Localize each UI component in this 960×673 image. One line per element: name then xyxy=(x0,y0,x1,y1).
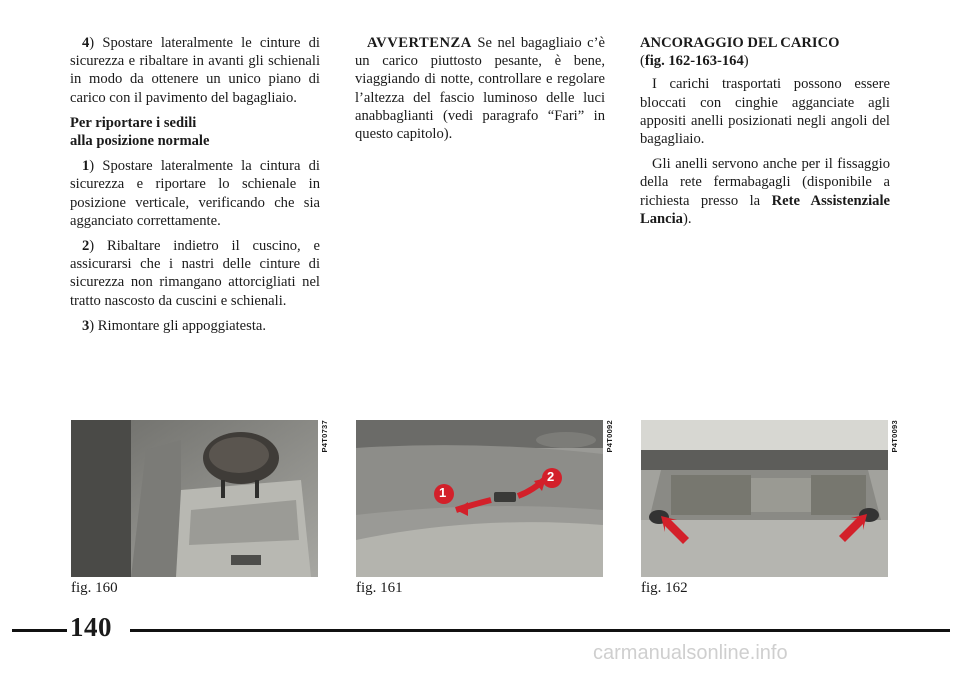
callout-marker-1: 1 xyxy=(439,485,447,500)
section-title: ANCORAGGIO DEL CARICO xyxy=(640,35,840,51)
step-1-paragraph xyxy=(70,157,320,230)
step-number: 4 xyxy=(82,35,90,51)
step-number: 3 xyxy=(82,317,90,334)
figure-code: P4T0092 xyxy=(605,420,614,453)
watermark: carmanualsonline.info xyxy=(593,642,788,664)
step-text: ) Spostare lateralmente le cinture di sicurezza e ribaltare in avanti gli schienali in modo da ottenere un unico piano di carico con il pavimento del bagagliaio. xyxy=(70,35,320,106)
heading-line-2: alla posizione normale xyxy=(70,133,210,150)
body-paragraph-1: I carichi trasportati possono essere bloccati con cinghie agganciate agli appositi anelli posizionati negli angoli del bagagliaio. xyxy=(640,76,890,148)
body-text: Gli anelli servono anche per il fissaggio della rete fermabagagli (disponibile a richiesta presso la xyxy=(640,156,890,209)
warning-text: Se nel bagagliaio c’è un carico piuttosto pesante, è bene, viaggiando di notte, controllare e regolare l’altezza del fascio luminoso delle luci anabbaglianti (vedi paragrafo “Fari” in questo capitolo). xyxy=(355,35,605,143)
warning-paragraph xyxy=(355,34,605,143)
figure-caption: fig. 160 xyxy=(71,580,118,596)
section-heading xyxy=(70,114,320,150)
body-text-end: ). xyxy=(682,210,692,227)
step-3-paragraph xyxy=(70,317,320,335)
step-text: ) Spostare lateralmente la cintura di sicurezza e riportare lo schienale in posizione verticale, verificando che sia agganciato correttamente. xyxy=(70,158,320,229)
column-right xyxy=(640,34,890,235)
heading-line-1: Per riportare i sedili xyxy=(70,114,197,131)
step-number: 2 xyxy=(82,238,90,255)
figure-code: P4T0093 xyxy=(890,420,899,453)
callout-marker-2: 2 xyxy=(547,469,555,484)
figref-open: ( xyxy=(640,53,645,70)
figure-caption: fig. 162 xyxy=(641,580,688,596)
warning-label: AVVERTENZA xyxy=(367,35,472,51)
figure-161-photo xyxy=(356,420,603,577)
step-text: ) Rimontare gli appoggiatesta. xyxy=(89,317,266,334)
step-4-paragraph xyxy=(70,34,320,107)
section-title-block xyxy=(640,34,890,70)
step-number: 1 xyxy=(82,158,90,175)
figure-code: P4T0737 xyxy=(320,420,329,453)
figure-162-photo xyxy=(641,420,888,577)
column-middle xyxy=(355,34,605,150)
figure-caption: fig. 161 xyxy=(356,580,403,596)
page-number: 140 xyxy=(70,612,112,642)
dealer-network-name: Rete Assistenziale Lancia xyxy=(640,192,890,227)
column-left xyxy=(70,34,320,342)
body-paragraph-2 xyxy=(640,155,890,228)
footer-rule-left xyxy=(12,629,67,632)
figure-reference: fig. 162-163-164 xyxy=(644,53,744,70)
figure-160-photo xyxy=(71,420,318,577)
figref-close: ) xyxy=(743,53,749,70)
step-text: ) Ribaltare indietro il cuscino, e assicurarsi che i nastri delle cinture di sicurezza non rimangano attorcigliati nel tratto nascosto da cuscini e schienali. xyxy=(70,238,320,309)
footer-rule-right xyxy=(130,629,950,632)
step-2-paragraph xyxy=(70,237,320,310)
